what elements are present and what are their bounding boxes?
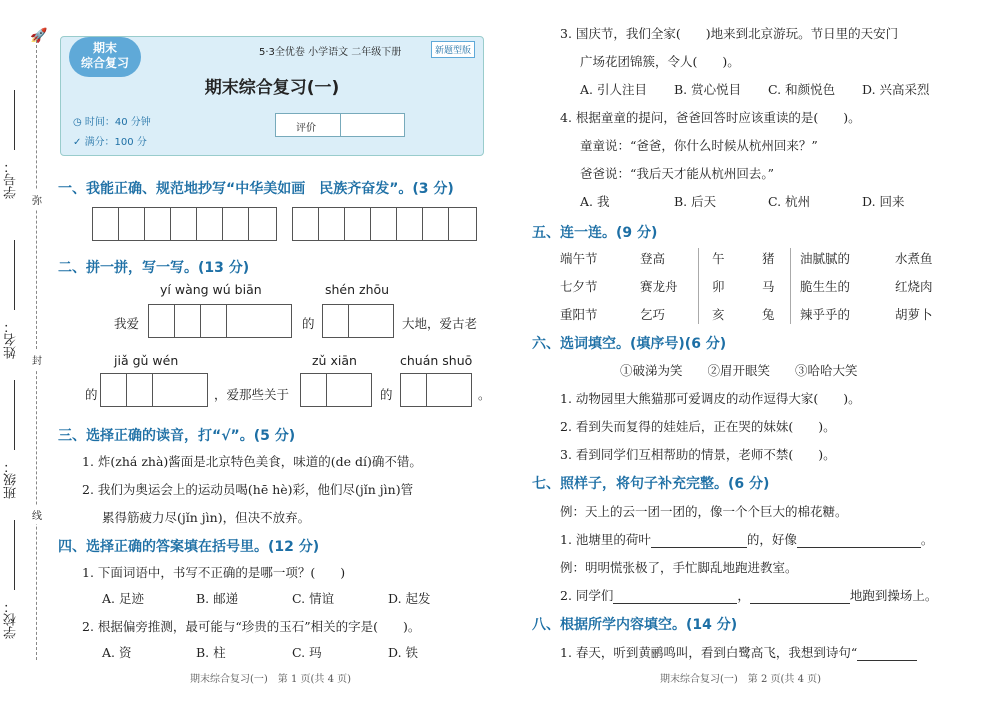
option: D. 回来: [862, 194, 905, 209]
book-meta: 5·3全优卷 小学语文 二年级下册: [259, 47, 402, 58]
text: 的: [85, 387, 98, 402]
check-icon: ✓: [73, 137, 85, 148]
time-info: ◷ 时间：40 分钟: [73, 117, 151, 128]
example-1: 例：天上的云一团一团的，像一个个巨大的棉花糖。: [560, 504, 848, 519]
match-item[interactable]: 重阳节: [560, 307, 598, 322]
write-grid-4[interactable]: [300, 373, 372, 407]
question-4-1: 1. 下面词语中，书写不正确的是哪一项？( ): [82, 565, 346, 580]
write-grid-5[interactable]: [400, 373, 472, 407]
option: A. 资: [102, 645, 132, 660]
pinyin-3: jiǎ gǔ wén: [114, 353, 179, 368]
binding-margin: [0, 0, 50, 708]
match-item[interactable]: 乞巧: [640, 307, 666, 322]
match-item[interactable]: 马: [762, 279, 775, 294]
match-item[interactable]: 端午节: [560, 251, 598, 266]
option: C. 情谊: [292, 591, 335, 606]
page-footer-left: 期末综合复习(一) 第 1 页(共 4 页): [190, 674, 352, 685]
copy-grid-1[interactable]: [92, 207, 277, 241]
evaluation-box[interactable]: 评价: [275, 113, 405, 137]
question-6-1: 1. 动物园里大熊猫那可爱调皮的动作逗得大家( )。: [560, 391, 861, 406]
question-7-2: 2. 同学们 ， 地跑到操场上。: [560, 588, 938, 603]
question-3-1: 1. 炸(zhá zhà)酱面是北京特色美食，味道的(de dí)确不错。: [82, 454, 422, 469]
pinyin-1: yí wàng wú biān: [160, 282, 262, 297]
question-4-2: 2. 根据偏旁推测，最可能与“珍贵的玉石”相关的字是( )。: [82, 619, 421, 634]
option: A. 引人注目: [580, 82, 647, 97]
option: C. 杭州: [768, 194, 811, 209]
section-8-title: 八、根据所学内容填空。(14 分): [532, 617, 738, 633]
option: B. 赏心悦目: [674, 82, 742, 97]
answer-blank[interactable]: [857, 660, 917, 661]
school-label: 学校：: [4, 600, 19, 639]
question-4-3: 3. 国庆节，我们全家( )地来到北京游玩。节日里的天安门: [560, 26, 899, 41]
match-item[interactable]: 七夕节: [560, 279, 598, 294]
match-item[interactable]: 辣乎乎的: [800, 307, 851, 322]
page-footer-right: 期末综合复习(一) 第 2 页(共 4 页): [660, 674, 822, 685]
text: 的: [302, 316, 315, 331]
option: D. 起发: [388, 591, 431, 606]
new-edition-tag: 新题型版: [431, 41, 475, 58]
section-7-title: 七、照样子，将句子补充完整。(6 分): [532, 476, 770, 492]
exam-header: [60, 36, 484, 156]
question-7-1: 1. 池塘里的荷叶 的，好像 。: [560, 532, 934, 547]
match-item[interactable]: 卯: [712, 279, 725, 294]
student-id-label: 学号：: [4, 160, 19, 199]
section-1-title: 一、我能正确、规范地抄写“中华美如画 民族齐奋发”。(3 分): [58, 181, 454, 197]
option: D. 铁: [388, 645, 419, 660]
match-item[interactable]: 午: [712, 251, 725, 266]
text: 我爱: [114, 316, 140, 331]
option: C. 玛: [292, 645, 322, 660]
seal-mi: 弥: [32, 190, 42, 209]
student-name-label: 姓名：: [4, 320, 19, 359]
section-4-title: 四、选择正确的答案填在括号里。(12 分): [58, 539, 320, 555]
class-label: 班级：: [4, 460, 19, 499]
match-item[interactable]: 胡萝卜: [895, 307, 933, 322]
write-grid-3[interactable]: [100, 373, 208, 407]
text: 大地，爱古老: [402, 316, 478, 331]
section-3-title: 三、选择正确的读音，打“√”。(5 分): [58, 428, 296, 444]
review-badge: 期末 综合复习: [69, 37, 141, 77]
text: 。: [478, 387, 491, 402]
match-item[interactable]: 亥: [712, 307, 725, 322]
question-4-3b: 广场花团锦簇，令人( )。: [580, 54, 740, 69]
pinyin-2: shén zhōu: [325, 282, 390, 297]
match-item[interactable]: 红烧肉: [895, 279, 933, 294]
text: 的: [380, 387, 393, 402]
clock-icon: ◷: [73, 117, 85, 128]
option: A. 足迹: [102, 591, 144, 606]
rocket-icon: 🚀: [30, 28, 48, 44]
match-item[interactable]: 登高: [640, 251, 666, 266]
option: B. 柱: [196, 645, 226, 660]
example-2: 例：明明慌张极了，手忙脚乱地跑进教室。: [560, 560, 798, 575]
section-5-title: 五、连一连。(9 分): [532, 225, 658, 241]
match-item[interactable]: 猪: [762, 251, 775, 266]
dialog-2: 爸爸说：“我后天才能从杭州回去。”: [580, 166, 775, 181]
question-6-2: 2. 看到失而复得的娃娃后，正在哭的妹妹( )。: [560, 419, 836, 434]
match-item[interactable]: 水煮鱼: [895, 251, 933, 266]
class-field[interactable]: [14, 380, 15, 450]
word-options: ①破涕为笑 ②眉开眼笑 ③哈哈大笑: [620, 363, 858, 378]
option: B. 邮递: [196, 591, 239, 606]
option: C. 和颜悦色: [768, 82, 836, 97]
question-8-1: 1. 春天，听到黄鹂鸣叫，看到白鹭高飞，我想到诗句“: [560, 643, 917, 661]
pinyin-4: zǔ xiān: [312, 353, 357, 368]
copy-grid-2[interactable]: [292, 207, 477, 241]
option: D. 兴高采烈: [862, 82, 930, 97]
seal-feng: 封: [32, 350, 42, 369]
answer-blank[interactable]: [750, 603, 850, 604]
option: A. 我: [580, 194, 610, 209]
question-3-2b: 累得筋疲力尽(jǐn jìn)，但决不放弃。: [102, 510, 311, 525]
write-grid-1[interactable]: [148, 304, 292, 338]
page-title: 期末综合复习(一): [204, 78, 340, 98]
question-3-2: 2. 我们为奥运会上的运动员喝(hē hè)彩，他们尽(jǐn jìn)管: [82, 482, 414, 497]
answer-blank[interactable]: [651, 547, 747, 548]
option: B. 后天: [674, 194, 717, 209]
text: ，爱那些关于: [214, 387, 290, 402]
divider: [790, 248, 791, 324]
school-field[interactable]: [14, 520, 15, 590]
score-info: ✓ 满分：100 分: [73, 137, 147, 148]
question-4-4: 4. 根据童童的提问，爸爸回答时应该重读的是( )。: [560, 110, 861, 125]
write-grid-2[interactable]: [322, 304, 394, 338]
match-item[interactable]: 油腻腻的: [800, 251, 851, 266]
seal-xian: 线: [32, 505, 42, 524]
pinyin-5: chuán shuō: [400, 353, 473, 368]
student-name-field[interactable]: [14, 240, 15, 310]
divider: [698, 248, 699, 324]
answer-blank[interactable]: [797, 547, 921, 548]
section-2-title: 二、拼一拼，写一写。(13 分): [58, 260, 250, 276]
student-id-field[interactable]: [14, 90, 15, 150]
match-item[interactable]: 赛龙舟: [640, 279, 678, 294]
dialog-1: 童童说：“爸爸，你什么时候从杭州回来？”: [580, 138, 818, 153]
match-item[interactable]: 脆生生的: [800, 279, 851, 294]
match-item[interactable]: 兔: [762, 307, 775, 322]
section-6-title: 六、选词填空。(填序号)(6 分): [532, 336, 727, 352]
question-6-3: 3. 看到同学们互相帮助的情景，老师不禁( )。: [560, 447, 836, 462]
answer-blank[interactable]: [613, 603, 737, 604]
